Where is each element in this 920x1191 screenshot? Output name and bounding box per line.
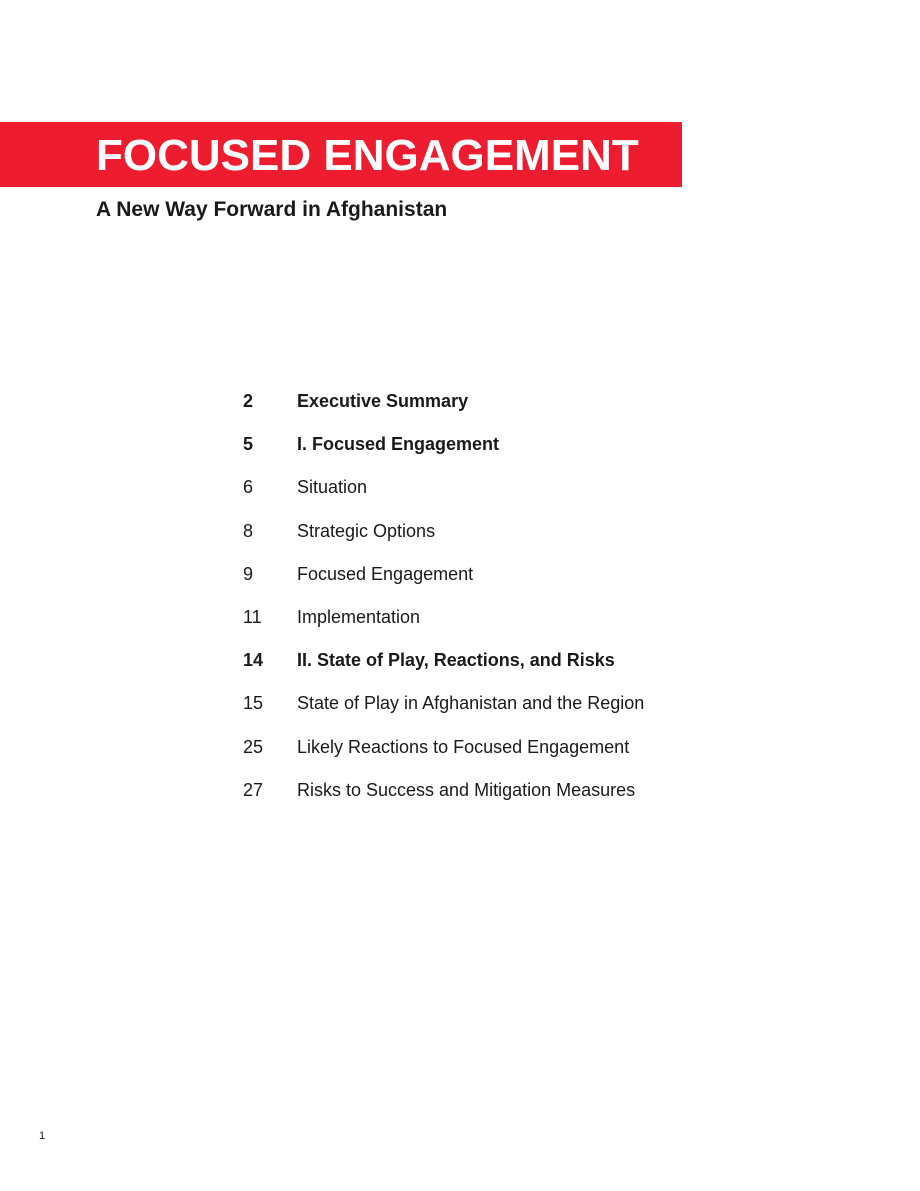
toc-entry[interactable]	[243, 648, 723, 691]
toc-entry[interactable]	[243, 691, 723, 734]
toc-page-number: 5	[243, 434, 254, 455]
toc-page-number: 15	[243, 693, 264, 714]
document-subtitle: A New Way Forward in Afghanistan	[96, 198, 448, 221]
toc-page-number: 9	[243, 563, 254, 584]
toc-page-number: 6	[243, 477, 254, 498]
toc-entry[interactable]	[243, 432, 723, 475]
toc-page-number: 11	[243, 606, 262, 627]
toc-entry[interactable]	[243, 735, 723, 778]
toc-entry[interactable]	[243, 778, 723, 821]
toc-entry[interactable]	[243, 562, 723, 605]
toc-page-number: 8	[243, 520, 254, 541]
toc-entry[interactable]	[243, 475, 723, 518]
toc-entry-title: Situation	[297, 477, 368, 498]
toc-entry-title: II. State of Play, Reactions, and Risks	[297, 650, 615, 671]
toc-page-number: 25	[243, 736, 264, 757]
toc-page-number: 2	[243, 391, 254, 411]
toc-entry[interactable]	[243, 519, 723, 562]
toc-entry-title: Implementation	[297, 606, 421, 627]
toc-page-number: 27	[243, 779, 264, 800]
toc-entry-title: Likely Reactions to Focused Engagement	[297, 736, 630, 757]
document-title: FOCUSED ENGAGEMENT	[96, 131, 639, 180]
page-number: 1	[39, 1130, 46, 1142]
toc-entry-title: State of Play in Afghanistan and the Region	[297, 693, 645, 714]
toc-entry[interactable]	[243, 389, 723, 432]
toc-entry[interactable]	[243, 605, 723, 648]
toc-entry-title: Strategic Options	[297, 520, 436, 541]
toc-entry-title: Focused Engagement	[297, 563, 474, 584]
toc-page-number: 14	[243, 650, 264, 671]
toc-entry-title: Executive Summary	[297, 391, 469, 411]
toc-entry-title: Risks to Success and Mitigation Measures	[297, 779, 636, 800]
table-of-contents	[243, 389, 723, 821]
toc-entry-title: I. Focused Engagement	[297, 434, 500, 455]
